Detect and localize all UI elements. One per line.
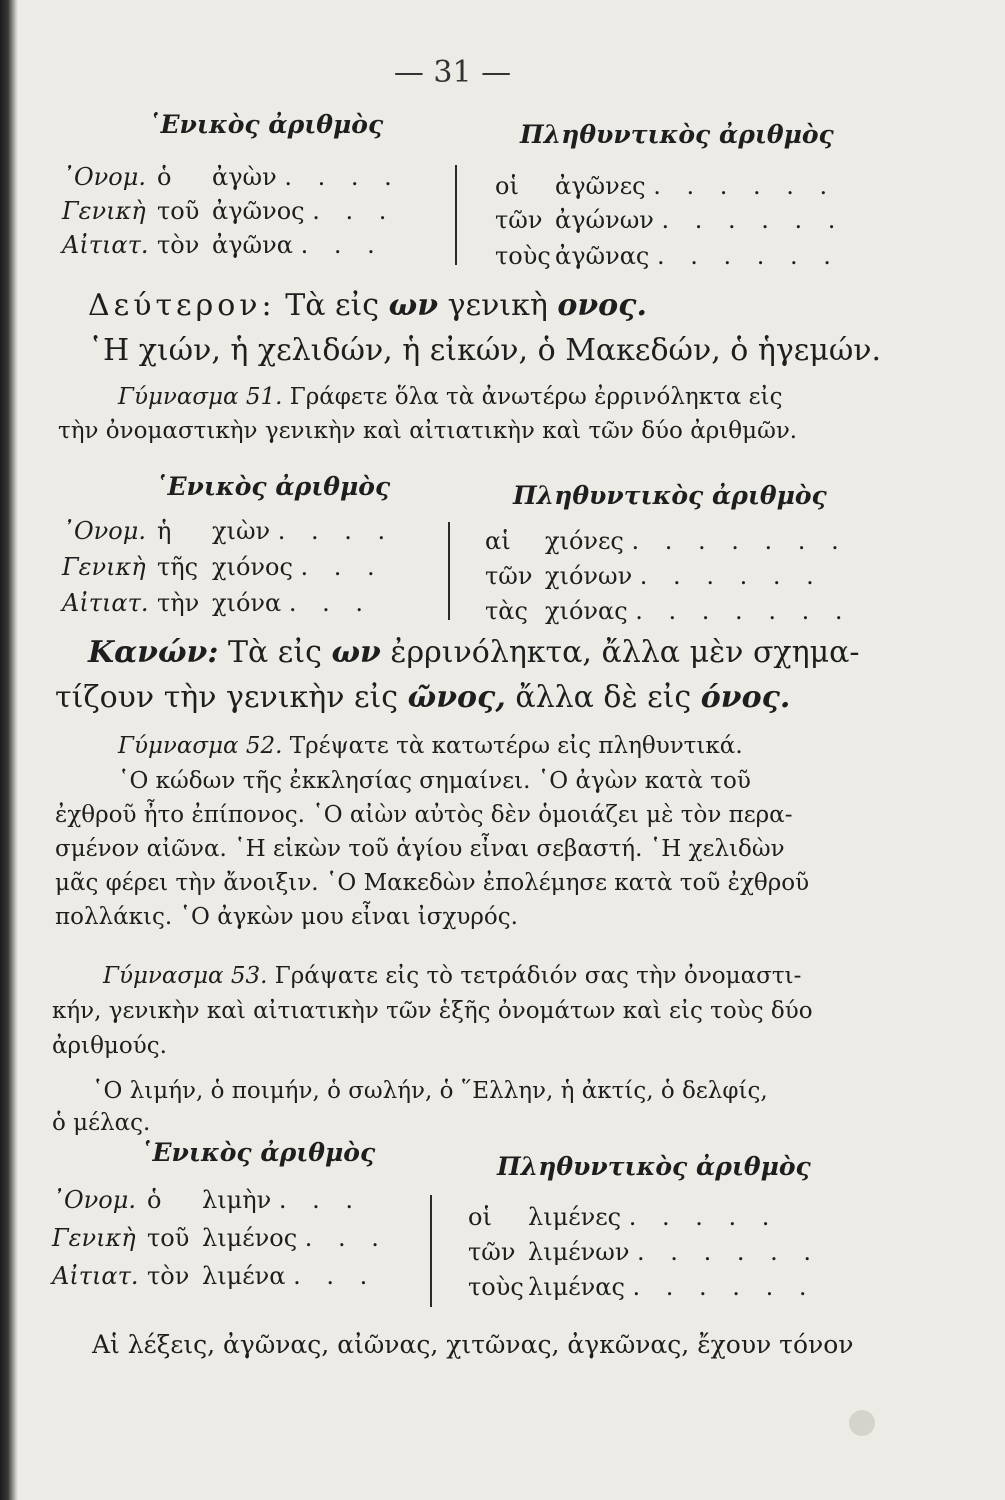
rule-line-2: τίζουν τὴν γενικὴν εἰς ῶνος, ἄλλα δὲ εἰς όνος. [55, 680, 791, 715]
plural-header: Πληθυντικὸς ἀριθμὸς [520, 120, 834, 149]
word: χιόνος [212, 553, 293, 581]
article: οἱ [495, 172, 519, 200]
paragraph-line: ἀριθμούς. [52, 1033, 167, 1059]
table-row [62, 517, 394, 545]
table-row [495, 206, 844, 234]
dots: . . . [312, 197, 396, 225]
dots: . . . [300, 231, 384, 259]
table-row [62, 553, 384, 581]
noun-list-line: ὁ μέλας. [52, 1110, 151, 1136]
second-rule: Δεύτερον: Τὰ εἰς ων γενικὴ ονος. [88, 288, 647, 323]
paragraph-line: κήν, γενικὴν καὶ αἰτιατικὴν τῶν ἑξῆς ὀνομάτων καὶ εἰς τοὺς δύο [52, 998, 813, 1024]
table-row [62, 163, 401, 191]
noun-list-line: ῾Ο λιμήν, ὁ ποιμήν, ὁ σωλήν, ὁ ῞Ελλην, ἡ ἀκτίς, ὁ δελφίς, [92, 1078, 768, 1104]
table-row [468, 1238, 820, 1266]
case-label: ᾿Ονομ. [52, 1186, 136, 1214]
article: τοῦ [147, 1224, 190, 1252]
word: ἀγῶνες [555, 172, 646, 200]
ending-onos: ονος. [557, 288, 647, 323]
word: χιόνας [545, 597, 628, 625]
case-label: Γενικὴ [52, 1224, 136, 1252]
paragraph-line: μᾶς φέρει τὴν ἄνοιξιν. ῾Ο Μακεδὼν ἐπολέμησε κατὰ τοῦ ἐχθροῦ [55, 870, 810, 896]
case-label: Αἰτιατ. [52, 1262, 139, 1290]
dots: . . . . . . . [635, 597, 852, 625]
table-row [468, 1203, 778, 1231]
word: λιμένων [528, 1238, 630, 1266]
paragraph-line: ἐχθροῦ ἦτο ἐπίπονος. ῾Ο αἰὼν αὐτὸς δὲν ὁμοιάζει μὲ τὸν περα- [55, 802, 793, 828]
dots: . . . . . . [637, 1238, 820, 1266]
singular-header: ῾Ενικὸς ἀριθμὸς [148, 110, 384, 139]
rule-label: Κανών: [88, 635, 219, 670]
ink-stain [849, 1410, 875, 1436]
paragraph-line: σμένον αἰῶνα. ῾Η εἰκὼν τοῦ ἁγίου εἶναι σεβαστή. ῾Η χελιδὼν [55, 836, 785, 862]
exercise-label: Γύμνασμα 52. [118, 733, 283, 759]
plural-header: Πληθυντικὸς ἀριθμὸς [513, 481, 827, 510]
word: ἀγώνων [555, 206, 654, 234]
page-number: — 31 — [393, 55, 512, 90]
dots: . . . [278, 1186, 362, 1214]
word: χιόνα [212, 589, 282, 617]
case-label: Γενικὴ [62, 197, 146, 225]
word: λιμὴν [202, 1186, 272, 1214]
exercise-label: Γύμνασμα 53. [103, 963, 268, 989]
column-divider [455, 165, 457, 265]
table-row [62, 197, 395, 225]
page-binding-edge [0, 0, 18, 1500]
dots: . . . [293, 1262, 377, 1290]
article: τὸν [157, 231, 200, 259]
dots: . . . . [284, 163, 401, 191]
word: ἀγῶνος [212, 197, 305, 225]
word: ἀγῶνα [212, 231, 293, 259]
examples-line: ῾Η χιών, ἡ χελιδών, ἡ εἰκών, ὁ Μακεδών, ὁ ἡγεμών. [88, 333, 882, 368]
word: χιὼν [212, 517, 271, 545]
dots: . . . [288, 589, 372, 617]
article: τὴν [157, 589, 200, 617]
dots: . . . [304, 1224, 388, 1252]
table-row [468, 1273, 815, 1301]
table-row [52, 1262, 376, 1290]
exercise-51-line2: τὴν ὀνομαστικὴν γενικὴν καὶ αἰτιατικὴν καὶ τῶν δύο ἀριθμῶν. [58, 418, 798, 444]
exercise-52: Γύμνασμα 52. Τρέψατε τὰ κατωτέρω εἰς πληθυντικά. [118, 733, 743, 759]
article: ἡ [157, 517, 172, 545]
dots: . . . . [277, 517, 395, 545]
paragraph-line: ῾Ο κώδων τῆς ἐκκλησίας σημαίνει. ῾Ο ἀγὼν κατὰ τοῦ [118, 768, 751, 794]
exercise-51: Γύμνασμα 51. Γράφετε ὅλα τὰ ἀνωτέρω ἐρρινόληκτα εἰς [118, 384, 783, 410]
word: λιμένες [528, 1203, 622, 1231]
table-row [485, 527, 848, 555]
singular-header: ῾Ενικὸς ἀριθμὸς [140, 1138, 376, 1167]
paragraph-line: πολλάκις. ῾Ο ἀγκὼν μου εἶναι ἰσχυρός. [55, 904, 518, 930]
word: ἀγὼν [212, 163, 277, 191]
table-row [52, 1224, 388, 1252]
plural-header: Πληθυντικὸς ἀριθμὸς [497, 1152, 811, 1181]
dots: . . . . . [628, 1203, 779, 1231]
table-row [485, 562, 823, 590]
article: ὁ [157, 163, 172, 191]
article: τοὺς [468, 1273, 524, 1301]
article: τὸν [147, 1262, 190, 1290]
article: τῶν [495, 206, 543, 234]
article: τῶν [485, 562, 533, 590]
word: λιμένας [528, 1273, 625, 1301]
table-row [52, 1186, 362, 1214]
case-label: ᾿Ονομ. [62, 163, 146, 191]
article: οἱ [468, 1203, 492, 1231]
word: χιόνων [545, 562, 633, 590]
closing-line: Αἱ λέξεις, ἀγῶνας, αἰῶνας, χιτῶνας, ἀγκῶνας, ἔχουν τόνον [92, 1330, 854, 1359]
singular-header: ῾Ενικὸς ἀριθμὸς [155, 472, 391, 501]
exercise-53: Γύμνασμα 53. Γράψατε εἰς τὸ τετράδιόν σας τὴν ὀνομαστι- [103, 963, 802, 989]
article: τοὺς [495, 242, 551, 270]
word: λιμένος [202, 1224, 298, 1252]
word: λιμένα [202, 1262, 286, 1290]
word: χιόνες [545, 527, 624, 555]
table-row [62, 231, 384, 259]
table-row [495, 172, 836, 200]
article: τῆς [157, 553, 199, 581]
column-divider [430, 1195, 432, 1307]
dots: . . . . . . [653, 172, 837, 200]
table-row [62, 589, 372, 617]
second-label: Δεύτερον: [88, 288, 276, 323]
article: τοῦ [157, 197, 200, 225]
dots: . . . . . . [632, 1273, 816, 1301]
article: ὁ [147, 1186, 162, 1214]
table-row [485, 597, 851, 625]
case-label: Γενικὴ [62, 553, 146, 581]
table-row [495, 242, 840, 270]
exercise-label: Γύμνασμα 51. [118, 384, 283, 410]
dots: . . . . . . [657, 242, 840, 270]
rule-line-1: Κανών: Τὰ εἰς ων ἐρρινόληκτα, ἄλλα μὲν σχημα- [88, 635, 860, 670]
case-label: Αἰτιατ. [62, 589, 149, 617]
article: τὰς [485, 597, 528, 625]
dots: . . . . . . [661, 206, 845, 234]
dots: . . . [300, 553, 384, 581]
word: ἀγῶνας [555, 242, 650, 270]
case-label: ᾿Ονομ. [62, 517, 146, 545]
case-label: Αἰτιατ. [62, 231, 149, 259]
dots: . . . . . . . [631, 527, 848, 555]
dots: . . . . . . [639, 562, 823, 590]
ending-on: ων [388, 288, 439, 323]
article: τῶν [468, 1238, 516, 1266]
article: αἱ [485, 527, 511, 555]
column-divider [448, 522, 450, 620]
